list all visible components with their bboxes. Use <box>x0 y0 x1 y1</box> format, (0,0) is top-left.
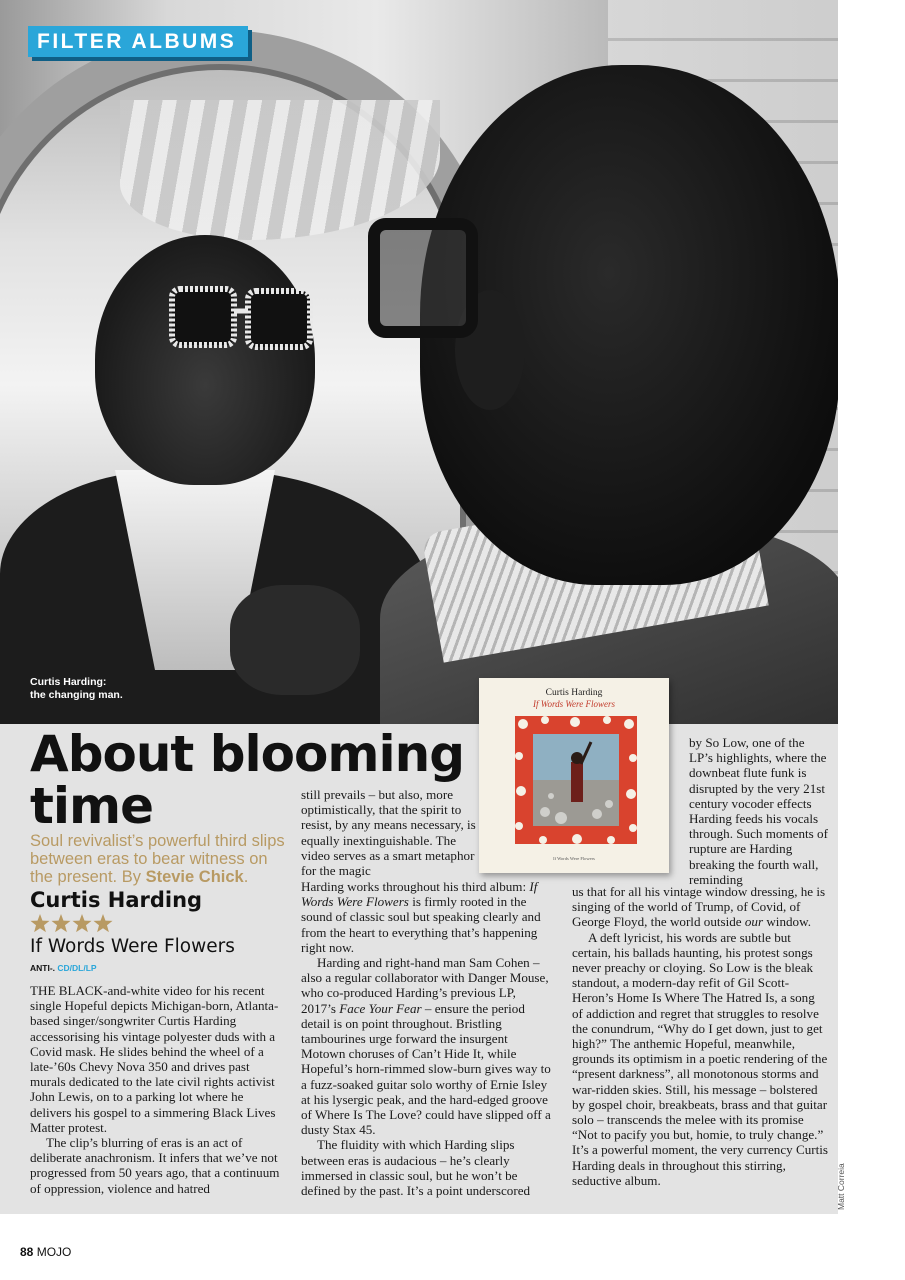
standfirst <box>30 832 285 886</box>
body-paragraph: The clip’s blurring of eras is an act of deliberate anachronism. It infers that we’ve not progressed from 50 years ago, that a continuum of oppression, violence and hatred <box>30 1135 280 1196</box>
standfirst-end: . <box>243 868 249 886</box>
photo-caption <box>30 676 190 701</box>
star-icon <box>93 914 112 932</box>
section-tag: FILTER ALBUMS <box>28 26 248 57</box>
body-paragraph <box>572 884 828 930</box>
label-name: ANTI-. <box>30 963 56 973</box>
body-paragraph: A deft lyricist, his words are subtle but certain, his ballads haunting, his protest songs never preachy or cloying. So Low is the bleak standout, a modern-day refit of Gil Scott-Heron’s Home Is Where The Hatred Is, a song of addiction and regret that struggles to resolve the conundrum, “Why do I get down, just to get high?” The anthemic Hopeful, meanwhile, grounds its optimism in a poetic rendering of the “present darkness”, all monotonous storms and war-ridden skies. Still, his message – bolstered by gospel choir, breakbeats, brass and that guitar solo – transcends the melee with its promise “Not to pacify you but, homie, to truly change.” It’s a powerful moment, the very currency Curtis Harding deals in throughout this stirring, seductive album. <box>572 929 828 1188</box>
caption-line-2: the changing man. <box>30 688 123 701</box>
star-icon <box>30 914 49 932</box>
byline: Stevie Chick <box>145 868 244 886</box>
album-title-italic: If Words Were Flowers <box>301 879 538 910</box>
text-run: Harding works throughout his third album: <box>301 879 530 894</box>
album-title-italic: Face Your Fear <box>339 1000 422 1016</box>
folio <box>20 1245 71 1259</box>
text-run: Harding and right-hand man Sam Cohen – also a regular collaborator with Danger Mouse, who co-produced Harding’s previous LP, 2017’s <box>301 955 549 1016</box>
magazine-name: MOJO <box>36 1245 72 1259</box>
body-paragraph: THE BLACK-and-white video for his recent single Hopeful depicts Michigan-born, Atlanta-based singer/songwriter Curtis Harding accessorising his vintage polyester duds with a Covid mask. He slides behind the wheel of a late-’60s Chevy Nova 350 and drives past murals dedicated to the late civil rights activist John Lewis, on to a parking lot where he delivers his gospel to a simmering Black Lives Matter protest. <box>30 983 279 1135</box>
emphasis: our <box>744 914 764 930</box>
body-paragraph <box>301 955 553 1137</box>
album-cover <box>479 678 669 873</box>
page-number: 88 <box>20 1245 34 1259</box>
body-column-1 <box>30 983 282 1196</box>
glasses-icon <box>368 218 478 338</box>
star-icon <box>72 914 91 932</box>
text-run: – ensure the period detail is on point throughout. Bristling tambourines urge forward the insurgent Motown choruses of Can’t Hide It, while Hopeful’s horn-rimmed slow-burn gives way to a fuzz-soaked guitar solo worthy of Ernie Isley at his lysergic peak, and the hard-edged groove of Where Is The Love? could have slipped off a dusty Stax 45. <box>301 1000 551 1138</box>
cover-artist: Curtis Harding <box>545 688 603 698</box>
review-album-title: If Words Were Flowers <box>30 936 235 957</box>
caption-line-1: Curtis Harding: <box>30 676 107 688</box>
photo-credit: Matt Correia <box>836 1163 846 1210</box>
body-column-3 <box>572 884 828 1188</box>
headline: About blooming time <box>30 725 464 835</box>
text-run: window. <box>763 914 811 930</box>
sunglasses-icon <box>150 285 320 355</box>
formats: CD/DL/LP <box>57 963 97 973</box>
body-column-2-top <box>301 787 479 878</box>
body-paragraph: by So Low, one of the LP’s highlights, where the downbeat flute funk is disrupted by the very 21st century vocoder effects Harding feeds his vocals through. Such moments of rupture are Harding breaking the fourth wall, reminding <box>689 735 828 887</box>
star-icon <box>51 914 70 932</box>
hand <box>230 585 360 695</box>
body-paragraph: still prevails – but also, more optimistically, that the spirit to resist, by any means necessary, is equally inextinguishable. The video serves as a smart metaphor for the magic <box>301 787 476 879</box>
review-artist: Curtis Harding <box>30 888 203 912</box>
body-paragraph: The fluidity with which Harding slips between eras is audacious – he’s clearly immersed in classic soul, but he won’t be defined by the past. It’s a point underscored <box>301 1137 531 1199</box>
cover-artwork <box>515 716 637 844</box>
body-column-3-top <box>689 735 829 887</box>
reflection-head <box>95 235 315 485</box>
body-column-2 <box>301 879 553 1198</box>
body-paragraph <box>301 879 553 955</box>
text-run: us that for all his vintage window dressing, he is singing of the world of Trump, of Covid, of George Floyd, the world outside <box>572 884 826 930</box>
star-rating <box>30 911 120 937</box>
cover-title: If Words Were Flowers <box>533 699 615 709</box>
record-label <box>30 963 97 973</box>
cover-small-text: If Words Were Flowers <box>553 856 595 861</box>
standfirst-text: Soul revivalist’s powerful third slips between eras to bear witness on the present. By <box>30 832 285 886</box>
text-run: is firmly rooted in the sound of classic soul but speaking clearly and from the heart to everything that’s happening right now. <box>301 894 541 955</box>
